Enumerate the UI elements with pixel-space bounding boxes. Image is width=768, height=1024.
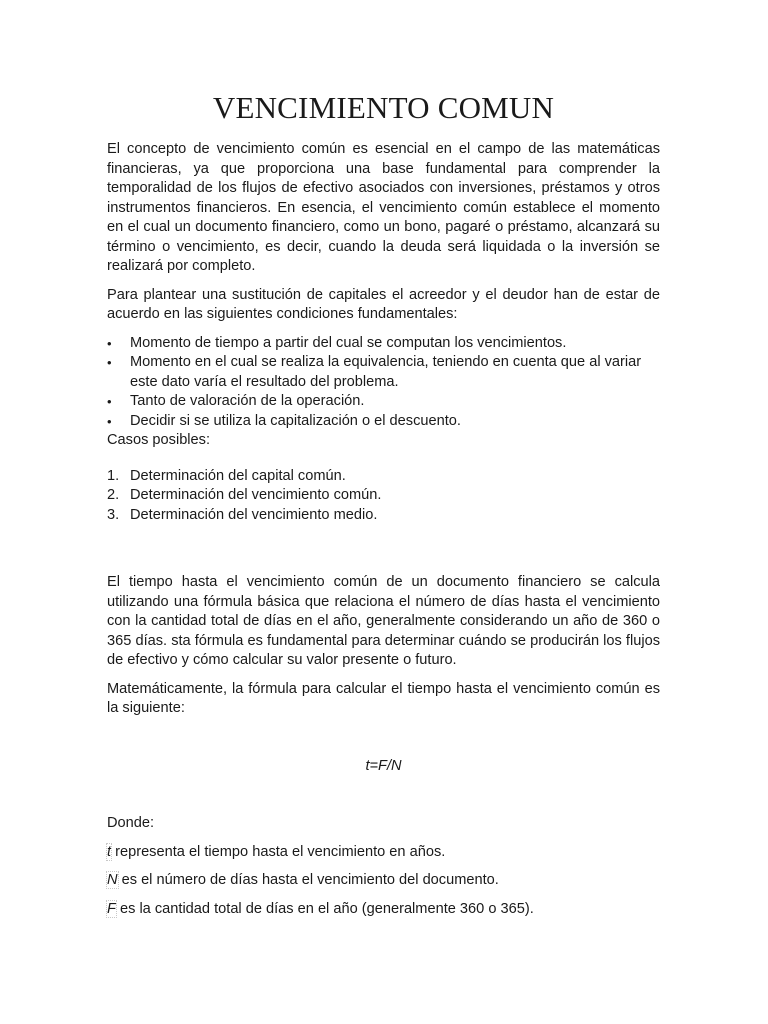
condition-item: [107, 334, 660, 354]
variable-t: t: [107, 843, 112, 860]
definition-t: [107, 843, 660, 863]
case-item: [107, 506, 660, 526]
bullet-icon: •: [107, 355, 112, 370]
definition-f: [107, 900, 660, 920]
case-item: [107, 467, 660, 487]
intro-paragraph: El concepto de vencimiento común es esencial en el campo de las matemáticas financieras, ya que proporciona una base fundamental para comprender la temporalidad de los flujos de efectivo asociados con inversiones, préstamos y otros instrumentos financieros. En esencia, el vencimiento común establece el momento en el cual un documento financiero, como un bono, pagaré o préstamo, alcanzará su término o vencimiento, es decir, cuando la deuda será liquidada o la inversión se realizará por completo.: [107, 141, 660, 274]
case-number: 3.: [107, 506, 120, 523]
document-page: [107, 88, 660, 928]
condition-text: Tanto de valoración de la operación.: [130, 393, 365, 409]
formula: t=F/N: [365, 757, 402, 774]
case-text: Determinación del vencimiento medio.: [130, 506, 378, 523]
conditions-list: [107, 334, 660, 432]
definition-n: [107, 871, 660, 891]
bullet-icon: •: [107, 394, 112, 409]
definition-text: representa el tiempo hasta el vencimiento en años.: [111, 843, 446, 860]
bullet-icon: •: [107, 335, 112, 351]
definition-text: es el número de días hasta el vencimiento del documento.: [117, 872, 499, 888]
condition-text: Decidir si se utiliza la capitalización o el descuento.: [130, 412, 461, 429]
variable-n: N: [107, 872, 118, 888]
cases-list: [107, 467, 660, 526]
definition-text: es la cantidad total de días en el año (generalmente 360 o 365).: [115, 900, 534, 917]
condition-item: [107, 353, 660, 392]
tiempo-paragraph: El tiempo hasta el vencimiento común de un documento financiero se calcula utilizando una fórmula básica que relaciona el número de días hasta el vencimiento con la cantidad total de días en el año, generalmente considerando un año de 360 o 365 días. sta fórmula es fundamental para determinar cuándo se producirán los flujos de efectivo y cómo calcular su valor presente o futuro.: [107, 574, 660, 668]
condition-text: Momento en el cual se realiza la equivalencia, teniendo en cuenta que al variar este dato varía el resultado del problema.: [130, 354, 642, 390]
condition-text: Momento de tiempo a partir del cual se computan los vencimientos.: [130, 334, 567, 351]
cases-label: Casos posibles:: [107, 432, 211, 448]
condition-item: [107, 412, 660, 432]
matematicamente-paragraph: Matemáticamente, la fórmula para calcular el tiempo hasta el vencimiento común es la siguiente:: [107, 680, 660, 716]
bullet-icon: •: [107, 413, 112, 429]
donde-label: Donde:: [107, 815, 155, 831]
case-number: 1.: [107, 467, 120, 484]
case-number: 2.: [107, 487, 120, 503]
case-item: [107, 486, 660, 506]
variable-f: F: [107, 900, 116, 917]
condition-item: [107, 392, 660, 412]
document-title: VENCIMIENTO COMUN: [212, 90, 555, 125]
case-text: Determinación del vencimiento común.: [130, 487, 382, 503]
setup-paragraph: Para plantear una sustitución de capitales el acreedor y el deudor han de estar de acuerdo en las siguientes condiciones fundamentales:: [107, 286, 660, 322]
case-text: Determinación del capital común.: [130, 467, 346, 484]
